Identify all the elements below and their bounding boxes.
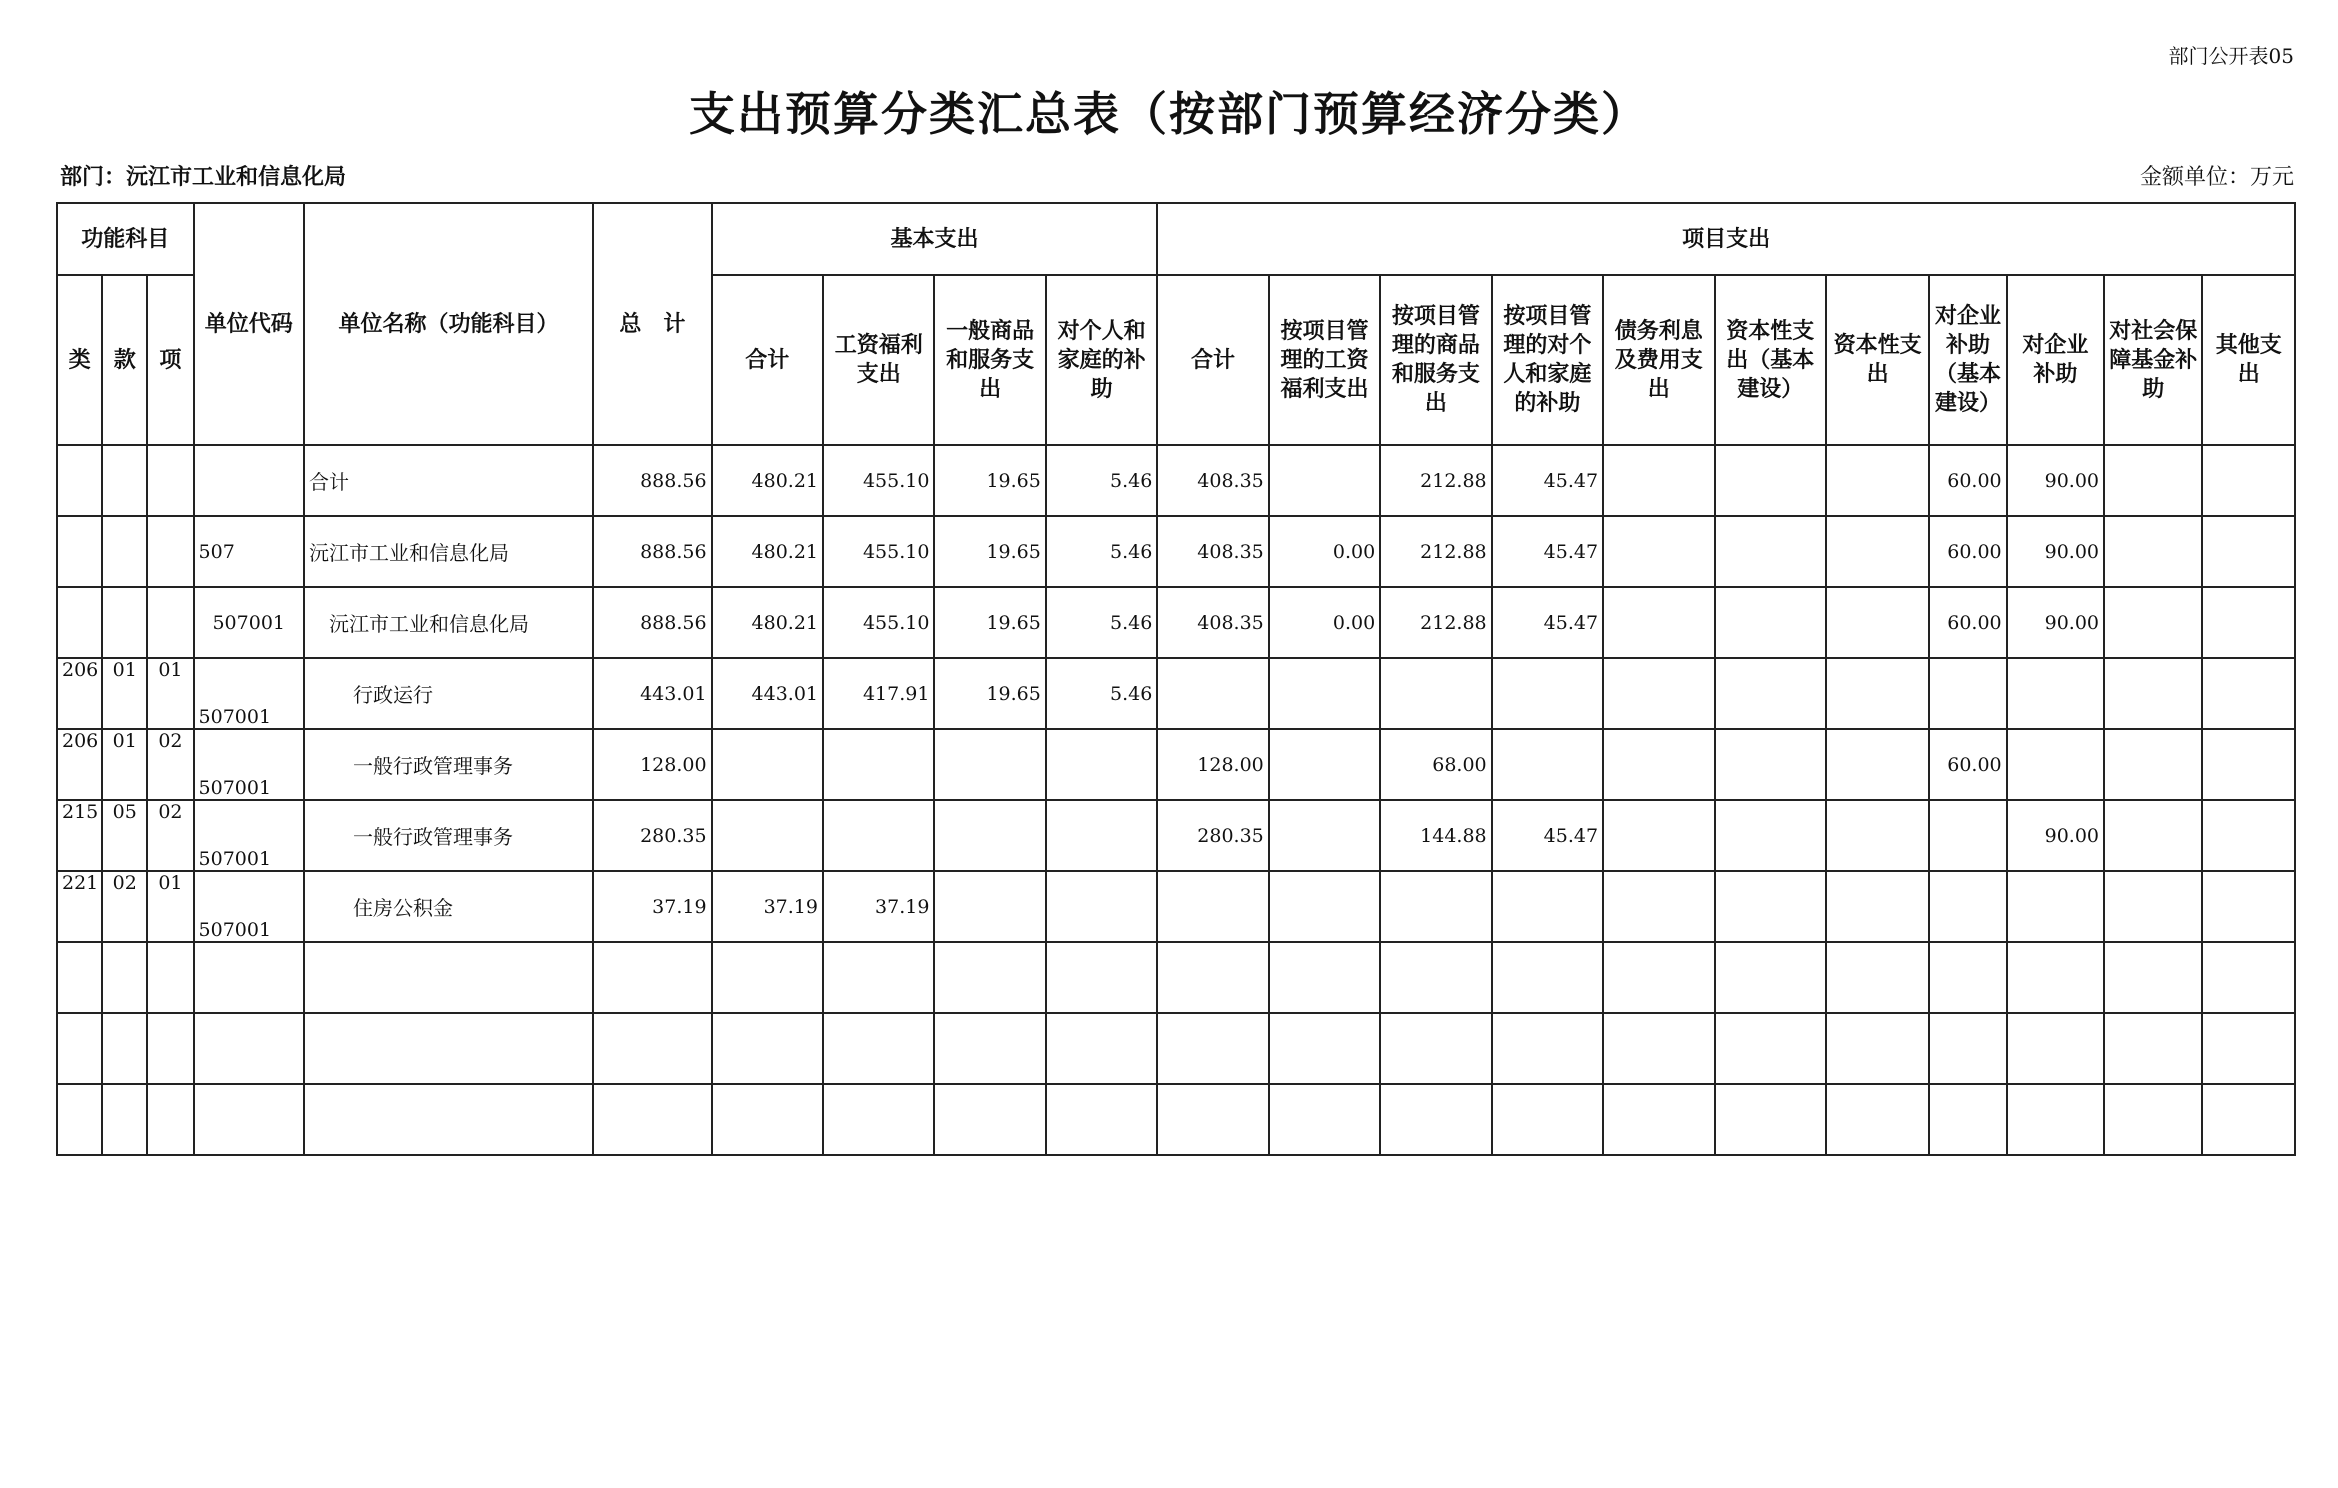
cell-project-goods: 212.88 xyxy=(1380,516,1491,587)
cell-project-other xyxy=(2202,729,2295,800)
cell-project-debt xyxy=(1603,800,1714,871)
cell-basic-total xyxy=(712,800,823,871)
cell-project-enterprise-base xyxy=(1929,800,2006,871)
cell-basic-total xyxy=(712,729,823,800)
header-kuan: 款 xyxy=(102,275,147,445)
empty-row xyxy=(57,1013,2295,1084)
table-row xyxy=(57,658,2295,729)
cell-project-capital-base xyxy=(1715,658,1826,729)
department-label: 部门：沅江市工业和信息化局 xyxy=(60,164,347,190)
cell-project-capital xyxy=(1826,729,1929,800)
cell-xiang xyxy=(147,587,193,658)
cell-project-enterprise-base: 60.00 xyxy=(1929,587,2006,658)
header-project: 项目支出 xyxy=(1157,203,2295,275)
cell-project-enterprise xyxy=(2007,658,2104,729)
cell-project-goods: 144.88 xyxy=(1380,800,1491,871)
cell-basic-total: 480.21 xyxy=(712,516,823,587)
cell-basic-wage: 417.91 xyxy=(823,658,934,729)
cell-project-debt xyxy=(1603,729,1714,800)
cell-xiang: 02 xyxy=(147,729,193,800)
cell-unit-name: 合计 xyxy=(304,445,593,516)
cell-lei: 221 xyxy=(57,871,102,942)
cell-project-goods: 212.88 xyxy=(1380,587,1491,658)
cell-lei: 206 xyxy=(57,658,102,729)
cell-kuan: 01 xyxy=(102,729,147,800)
cell-project-capital-base xyxy=(1715,445,1826,516)
cell-total: 37.19 xyxy=(593,871,711,942)
header-basic: 基本支出 xyxy=(712,203,1158,275)
cell-project-other xyxy=(2202,516,2295,587)
amount-unit-label: 金额单位：万元 xyxy=(2139,165,2294,190)
cell-project-enterprise: 90.00 xyxy=(2007,587,2104,658)
cell-project-social xyxy=(2104,445,2202,516)
table-row xyxy=(57,871,2295,942)
cell-project-wage xyxy=(1269,658,1380,729)
cell-project-wage xyxy=(1269,871,1380,942)
budget-table xyxy=(56,202,2296,1156)
header-func-subject: 功能科目 xyxy=(57,203,194,275)
cell-project-capital xyxy=(1826,516,1929,587)
empty-row xyxy=(57,1084,2295,1155)
cell-project-debt xyxy=(1603,516,1714,587)
header-project-total: 合计 xyxy=(1157,275,1268,445)
cell-basic-wage xyxy=(823,800,934,871)
cell-project-capital xyxy=(1826,800,1929,871)
cell-project-total xyxy=(1157,658,1268,729)
cell-project-total: 128.00 xyxy=(1157,729,1268,800)
cell-basic-indiv: 5.46 xyxy=(1046,587,1157,658)
cell-xiang xyxy=(147,445,193,516)
header-project-other: 其他支出 xyxy=(2202,275,2295,445)
cell-project-indiv: 45.47 xyxy=(1492,800,1603,871)
cell-basic-goods xyxy=(934,871,1045,942)
cell-project-other xyxy=(2202,800,2295,871)
cell-basic-total: 443.01 xyxy=(712,658,823,729)
cell-project-indiv xyxy=(1492,658,1603,729)
cell-project-indiv xyxy=(1492,871,1603,942)
cell-project-debt xyxy=(1603,587,1714,658)
header-unit-name: 单位名称（功能科目） xyxy=(304,203,593,445)
cell-project-debt xyxy=(1603,445,1714,516)
cell-project-social xyxy=(2104,729,2202,800)
cell-project-other xyxy=(2202,871,2295,942)
cell-basic-indiv xyxy=(1046,729,1157,800)
cell-basic-indiv: 5.46 xyxy=(1046,516,1157,587)
cell-project-wage xyxy=(1269,445,1380,516)
cell-unit-name: 行政运行 xyxy=(304,658,593,729)
table-row xyxy=(57,445,2295,516)
cell-kuan xyxy=(102,587,147,658)
cell-unit-code: 507001 xyxy=(194,871,304,942)
cell-project-total: 408.35 xyxy=(1157,445,1268,516)
cell-project-capital xyxy=(1826,445,1929,516)
cell-basic-total: 480.21 xyxy=(712,445,823,516)
cell-basic-indiv xyxy=(1046,800,1157,871)
cell-basic-goods: 19.65 xyxy=(934,658,1045,729)
cell-project-capital-base xyxy=(1715,800,1826,871)
cell-basic-goods: 19.65 xyxy=(934,516,1045,587)
cell-project-enterprise xyxy=(2007,729,2104,800)
cell-project-indiv: 45.47 xyxy=(1492,516,1603,587)
cell-project-other xyxy=(2202,445,2295,516)
cell-project-other xyxy=(2202,587,2295,658)
cell-total: 280.35 xyxy=(593,800,711,871)
cell-project-indiv: 45.47 xyxy=(1492,587,1603,658)
cell-basic-indiv: 5.46 xyxy=(1046,658,1157,729)
cell-unit-name: 沅江市工业和信息化局 xyxy=(304,587,593,658)
header-project-enterprise: 对企业补助 xyxy=(2007,275,2104,445)
cell-lei: 206 xyxy=(57,729,102,800)
cell-project-total: 408.35 xyxy=(1157,516,1268,587)
cell-project-enterprise xyxy=(2007,871,2104,942)
header-project-capital: 资本性支出 xyxy=(1826,275,1929,445)
header-project-debt: 债务利息及费用支出 xyxy=(1603,275,1714,445)
cell-basic-wage: 455.10 xyxy=(823,445,934,516)
cell-project-enterprise-base: 60.00 xyxy=(1929,445,2006,516)
empty-row xyxy=(57,942,2295,1013)
cell-basic-indiv: 5.46 xyxy=(1046,445,1157,516)
cell-lei xyxy=(57,516,102,587)
cell-project-enterprise-base xyxy=(1929,871,2006,942)
cell-project-total xyxy=(1157,871,1268,942)
cell-unit-name: 住房公积金 xyxy=(304,871,593,942)
cell-project-debt xyxy=(1603,871,1714,942)
cell-project-enterprise: 90.00 xyxy=(2007,516,2104,587)
cell-unit-code: 507 xyxy=(194,516,304,587)
cell-unit-code: 507001 xyxy=(194,658,304,729)
cell-xiang xyxy=(147,516,193,587)
cell-unit-name: 一般行政管理事务 xyxy=(304,800,593,871)
cell-basic-goods xyxy=(934,729,1045,800)
cell-total: 443.01 xyxy=(593,658,711,729)
cell-project-goods: 212.88 xyxy=(1380,445,1491,516)
table-row xyxy=(57,516,2295,587)
cell-project-wage xyxy=(1269,729,1380,800)
cell-basic-wage: 37.19 xyxy=(823,871,934,942)
header-project-indiv: 按项目管理的对个人和家庭的补助 xyxy=(1492,275,1603,445)
cell-project-enterprise: 90.00 xyxy=(2007,445,2104,516)
cell-lei xyxy=(57,445,102,516)
cell-project-goods: 68.00 xyxy=(1380,729,1491,800)
cell-lei xyxy=(57,587,102,658)
cell-unit-code: 507001 xyxy=(194,729,304,800)
cell-total: 888.56 xyxy=(593,516,711,587)
cell-project-social xyxy=(2104,800,2202,871)
cell-project-enterprise-base: 60.00 xyxy=(1929,516,2006,587)
cell-project-capital-base xyxy=(1715,516,1826,587)
cell-project-wage: 0.00 xyxy=(1269,587,1380,658)
cell-project-enterprise: 90.00 xyxy=(2007,800,2104,871)
cell-lei: 215 xyxy=(57,800,102,871)
cell-project-social xyxy=(2104,516,2202,587)
table-number-label: 部门公开表05 xyxy=(2168,44,2294,68)
cell-unit-name: 沅江市工业和信息化局 xyxy=(304,516,593,587)
cell-basic-total: 37.19 xyxy=(712,871,823,942)
cell-total: 888.56 xyxy=(593,445,711,516)
cell-kuan: 02 xyxy=(102,871,147,942)
header-basic-indiv: 对个人和家庭的补助 xyxy=(1046,275,1157,445)
cell-project-social xyxy=(2104,587,2202,658)
cell-project-enterprise-base xyxy=(1929,658,2006,729)
cell-kuan: 01 xyxy=(102,658,147,729)
page-title: 支出预算分类汇总表（按部门预算经济分类） xyxy=(689,87,1649,141)
cell-project-total: 408.35 xyxy=(1157,587,1268,658)
cell-kuan xyxy=(102,445,147,516)
cell-project-wage: 0.00 xyxy=(1269,516,1380,587)
cell-basic-wage xyxy=(823,729,934,800)
cell-project-capital xyxy=(1826,587,1929,658)
cell-project-enterprise-base: 60.00 xyxy=(1929,729,2006,800)
cell-project-capital-base xyxy=(1715,871,1826,942)
cell-total: 888.56 xyxy=(593,587,711,658)
cell-xiang: 02 xyxy=(147,800,193,871)
cell-basic-goods xyxy=(934,800,1045,871)
cell-project-social xyxy=(2104,871,2202,942)
cell-project-indiv: 45.47 xyxy=(1492,445,1603,516)
cell-basic-wage: 455.10 xyxy=(823,587,934,658)
cell-basic-wage: 455.10 xyxy=(823,516,934,587)
header-basic-goods: 一般商品和服务支出 xyxy=(934,275,1045,445)
cell-project-goods xyxy=(1380,871,1491,942)
cell-project-debt xyxy=(1603,658,1714,729)
cell-project-total: 280.35 xyxy=(1157,800,1268,871)
cell-project-capital-base xyxy=(1715,587,1826,658)
header-project-enterprise-base: 对企业补助（基本建设） xyxy=(1929,275,2006,445)
header-unit-code: 单位代码 xyxy=(194,203,304,445)
cell-kuan: 05 xyxy=(102,800,147,871)
cell-basic-goods: 19.65 xyxy=(934,587,1045,658)
header-project-goods: 按项目管理的商品和服务支出 xyxy=(1380,275,1491,445)
cell-total: 128.00 xyxy=(593,729,711,800)
cell-basic-indiv xyxy=(1046,871,1157,942)
cell-project-social xyxy=(2104,658,2202,729)
header-total: 总 计 xyxy=(593,203,711,445)
cell-project-capital xyxy=(1826,871,1929,942)
cell-kuan xyxy=(102,516,147,587)
cell-project-other xyxy=(2202,658,2295,729)
cell-project-capital-base xyxy=(1715,729,1826,800)
header-project-capital-base: 资本性支出（基本建设） xyxy=(1715,275,1826,445)
header-basic-wage: 工资福利支出 xyxy=(823,275,934,445)
cell-basic-total: 480.21 xyxy=(712,587,823,658)
cell-project-capital xyxy=(1826,658,1929,729)
cell-project-wage xyxy=(1269,800,1380,871)
cell-xiang: 01 xyxy=(147,658,193,729)
cell-project-indiv xyxy=(1492,729,1603,800)
cell-unit-code: 507001 xyxy=(194,800,304,871)
table-row xyxy=(57,800,2295,871)
cell-unit-name: 一般行政管理事务 xyxy=(304,729,593,800)
table-row xyxy=(57,587,2295,658)
header-project-social: 对社会保障基金补助 xyxy=(2104,275,2202,445)
cell-unit-code xyxy=(194,445,304,516)
header-xiang: 项 xyxy=(147,275,193,445)
table-row xyxy=(57,729,2295,800)
header-basic-total: 合计 xyxy=(712,275,823,445)
header-project-wage: 按项目管理的工资福利支出 xyxy=(1269,275,1380,445)
header-lei: 类 xyxy=(57,275,102,445)
cell-project-goods xyxy=(1380,658,1491,729)
cell-xiang: 01 xyxy=(147,871,193,942)
cell-unit-code: 507001 xyxy=(194,587,304,658)
cell-basic-goods: 19.65 xyxy=(934,445,1045,516)
